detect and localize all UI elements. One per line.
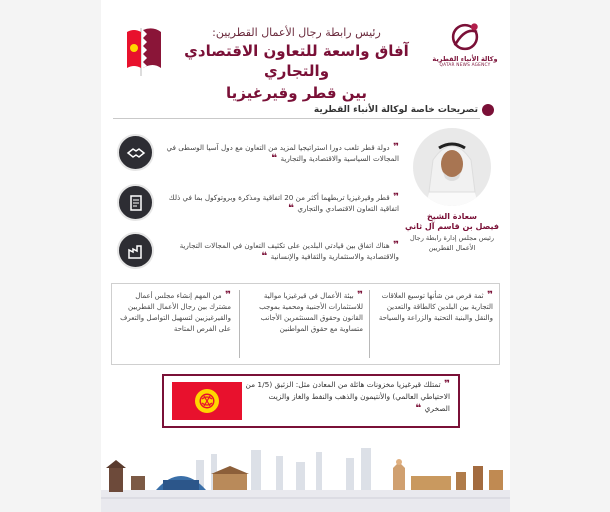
qna-logo xyxy=(432,20,498,68)
person-role: رئيس مجلس إدارة رابطة رجال الأعمال القطريين xyxy=(409,234,495,252)
quote-close-icon: ❝ xyxy=(288,202,298,214)
quote-close-icon: ❝ xyxy=(271,152,281,164)
subtitle-text: تصريحات خاصة لوكالة الأنباء القطرية xyxy=(313,105,478,115)
quote-open-icon: ❞ xyxy=(353,290,363,301)
quote-open-icon: ❞ xyxy=(483,290,493,301)
highlight-column xyxy=(113,290,231,335)
highlight-text: بيئة الأعمال في قيرغيزيا موالية للاستثمارات الأجنبية ومحمية بموجب القانون وحقوق المستثمرين الأجانب متساوية مع حقوق المواطنين xyxy=(259,292,363,333)
headline xyxy=(171,26,422,103)
person-name: فيصل بن قاسم آل ثاني xyxy=(404,222,500,231)
column-divider xyxy=(369,290,370,358)
point-text: دولة قطر تلعب دورا استراتيجيا لمزيد من التعاون مع دول آسيا الوسطى في المجالات السياسية والاقتصادية والتجارية xyxy=(166,142,399,163)
highlight-column xyxy=(245,290,363,335)
point-text: قطر وقيرغيزيا تربطهما أكثر من 20 اتفاقية ومذكرة وبروتوكول بما في ذلك اتفاقية التعاون الاقتصادي والتجاري xyxy=(168,192,399,213)
highlight-column xyxy=(375,290,493,324)
headline-line-2: آفاق واسعة للتعاون الاقتصادي والتجاري xyxy=(184,42,409,80)
kyrgyz-flag xyxy=(172,382,242,420)
subtitle-bullet-icon xyxy=(482,104,494,116)
infographic-card xyxy=(101,0,510,512)
highlight-text: من المهم إنشاء مجلس أعمال مشترك بين رجال الأعمال القطريين والقيرغيزيين لتسهيل التواصل والتعرف على الفرص المتاحة xyxy=(120,292,231,333)
quote-open-icon: ❞ xyxy=(440,379,450,390)
skyline-illustration xyxy=(101,432,510,512)
qna-logo-icon xyxy=(448,20,482,54)
highlights-box xyxy=(111,283,500,365)
quote-open-icon: ❞ xyxy=(389,239,399,251)
point-item xyxy=(117,134,399,171)
industry-buildings-icon xyxy=(117,232,154,269)
kyrgyz-qatar-flags xyxy=(121,24,165,76)
point-item xyxy=(117,184,399,221)
quote-close-icon: ❝ xyxy=(415,403,425,414)
headline-line-3: بين قطر وقيرغيزيا xyxy=(225,84,368,102)
agency-name-ar: وكالة الأنباء القطرية xyxy=(432,55,498,63)
quote-open-icon: ❞ xyxy=(389,141,399,153)
quote-open-icon: ❞ xyxy=(389,191,399,203)
column-divider xyxy=(239,290,240,358)
point-text: هناك اتفاق بين قيادتي البلدين على تكثيف التعاون في المجالات التجارية والاقتصادية والاستثمارية والثقافية والإنسانية xyxy=(179,240,399,261)
subtitle-divider xyxy=(113,118,480,119)
person-photo xyxy=(413,128,491,206)
point-item xyxy=(117,232,399,269)
minerals-text: تمتلك قيرغيزيا مخزونات هائلة من المعادن مثل: الزئبق (1/5 من الاحتياطي العالمي) والأنتيمون والذهب والنفط والغاز والزيت الصخري xyxy=(245,380,450,413)
person-title: سعادة الشيخ xyxy=(427,212,477,221)
handshake-icon xyxy=(117,134,154,171)
subtitle xyxy=(314,104,494,116)
quote-open-icon: ❞ xyxy=(221,290,231,301)
minerals-box xyxy=(162,374,460,428)
agreement-document-icon xyxy=(117,184,154,221)
agency-name-en: QATAR NEWS AGENCY xyxy=(439,63,491,68)
person-profile xyxy=(404,122,500,253)
headline-line-1: رئيس رابطة رجال الأعمال القطريين: xyxy=(212,26,381,39)
highlight-text: ثمة فرص من شأنها توسيع العلاقات التجارية بين البلدين كالطاقة والتعدين والنقل والبنية التحتية والزراعة والسياحة xyxy=(378,292,493,322)
quote-close-icon: ❝ xyxy=(261,250,271,262)
